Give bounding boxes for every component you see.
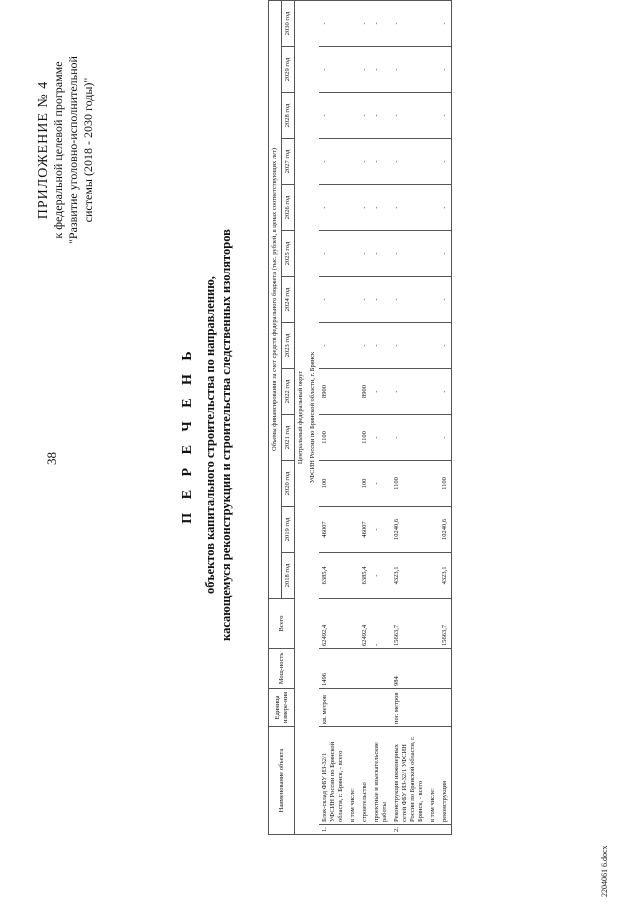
header-funding: Объемы финансирования за счет средств федерального бюджета (тыс. рублей, в ценах соответствующих лет): [269, 0, 282, 598]
object-name: в том числе:: [427, 726, 439, 824]
year-value-cell: -: [371, 460, 391, 506]
year-value-cell: -: [359, 138, 371, 184]
year-value-cell: -: [371, 276, 391, 322]
total-cell: 15663,7: [439, 598, 452, 648]
header-year: 2029 год: [282, 46, 295, 92]
year-value-cell: -: [439, 368, 452, 414]
year-value-cell: [427, 92, 439, 138]
year-value-cell: [427, 138, 439, 184]
year-value-cell: -: [391, 184, 427, 230]
year-value-cell: -: [359, 184, 371, 230]
year-value-cell: -: [359, 276, 371, 322]
appendix-line: системы (2018 - 2030 годы)": [81, 77, 95, 223]
year-value-cell: -: [439, 230, 452, 276]
year-value-cell: -: [371, 46, 391, 92]
year-value-cell: [427, 414, 439, 460]
year-value-cell: [427, 368, 439, 414]
row-number: [427, 825, 439, 835]
year-value-cell: [347, 414, 359, 460]
year-value-cell: [347, 276, 359, 322]
table-row: [359, 0, 371, 834]
appendix-block: [36, 15, 96, 285]
title-main: П Е Р Е Ч Е Н Ь: [180, 346, 195, 524]
header-capacity: Мощ-ность: [269, 648, 295, 688]
year-value-cell: 4323,1: [439, 552, 452, 598]
table-row: [347, 0, 359, 834]
year-value-cell: -: [371, 0, 391, 46]
total-cell: [427, 598, 439, 648]
year-value-cell: -: [319, 184, 347, 230]
unit-cell: кв. метров: [319, 688, 347, 726]
year-value-cell: 46007: [359, 506, 371, 552]
table-row: [427, 0, 439, 834]
year-value-cell: -: [371, 552, 391, 598]
year-value-cell: [427, 552, 439, 598]
header-year: 2025 год: [282, 230, 295, 276]
header-year: 2023 год: [282, 322, 295, 368]
header-year: 2020 год: [282, 460, 295, 506]
year-value-cell: [347, 46, 359, 92]
year-value-cell: -: [439, 46, 452, 92]
title-line: объектов капитального строительства по направлению,: [203, 276, 217, 594]
year-value-cell: [347, 322, 359, 368]
total-cell: -: [371, 598, 391, 648]
year-value-cell: -: [391, 414, 427, 460]
year-value-cell: 8900: [359, 368, 371, 414]
header-year: 2030 год: [282, 0, 295, 46]
year-value-cell: -: [391, 276, 427, 322]
year-value-cell: 1100: [391, 460, 427, 506]
year-value-cell: -: [359, 46, 371, 92]
year-value-cell: -: [391, 0, 427, 46]
capacity-cell: [439, 648, 452, 688]
year-value-cell: -: [371, 368, 391, 414]
year-value-cell: -: [319, 138, 347, 184]
year-value-cell: -: [439, 276, 452, 322]
year-value-cell: -: [319, 322, 347, 368]
subregion-label: УФСИН России по Брянской области, г. Брянск: [307, 0, 319, 834]
header-total: Всего: [269, 598, 295, 648]
year-value-cell: [427, 276, 439, 322]
header-year: 2024 год: [282, 276, 295, 322]
year-value-cell: -: [371, 322, 391, 368]
object-name: Блок-склад ФБУ ИЗ-32/1 УФСИН России по Брянской области, г. Брянск, - всего: [319, 726, 347, 824]
header-year: 2021 год: [282, 414, 295, 460]
capacity-cell: 984: [391, 648, 427, 688]
year-value-cell: -: [371, 414, 391, 460]
year-value-cell: 8900: [319, 368, 347, 414]
year-value-cell: [427, 230, 439, 276]
header-year: 2027 год: [282, 138, 295, 184]
year-value-cell: [347, 184, 359, 230]
year-value-cell: -: [439, 0, 452, 46]
year-value-cell: -: [391, 368, 427, 414]
year-value-cell: -: [371, 506, 391, 552]
appendix-line: "Развитие уголовно-исполнительной: [66, 56, 80, 244]
unit-cell: [347, 688, 359, 726]
row-number: [439, 825, 452, 835]
header-year: 2026 год: [282, 184, 295, 230]
unit-cell: [427, 688, 439, 726]
year-value-cell: [347, 0, 359, 46]
year-value-cell: [427, 322, 439, 368]
year-value-cell: -: [391, 46, 427, 92]
year-value-cell: [347, 92, 359, 138]
row-number: 1.: [319, 825, 347, 835]
object-name: строительство: [359, 726, 371, 824]
total-cell: 15663,7: [391, 598, 427, 648]
header-year: 2018 год: [282, 552, 295, 598]
year-value-cell: -: [319, 230, 347, 276]
file-name: 2204061 6.docx: [600, 845, 609, 897]
total-cell: 62492,4: [319, 598, 347, 648]
year-value-cell: -: [371, 92, 391, 138]
year-value-cell: -: [359, 322, 371, 368]
year-value-cell: -: [371, 230, 391, 276]
total-cell: 62492,4: [359, 598, 371, 648]
header-unit: Единица измере-ния: [269, 688, 295, 726]
year-value-cell: 6385,4: [359, 552, 371, 598]
year-value-cell: -: [319, 276, 347, 322]
capacity-cell: 1496: [319, 648, 347, 688]
year-value-cell: -: [439, 138, 452, 184]
table-row: [439, 0, 452, 834]
year-value-cell: -: [319, 0, 347, 46]
year-value-cell: -: [319, 92, 347, 138]
header-year: 2019 год: [282, 506, 295, 552]
objects-table: [268, 0, 452, 835]
year-value-cell: [347, 506, 359, 552]
year-value-cell: -: [439, 322, 452, 368]
header-name: Наименование объекта: [269, 726, 295, 834]
table-row: [391, 0, 427, 834]
document-title: [180, 155, 234, 715]
year-value-cell: [347, 460, 359, 506]
header-year: 2028 год: [282, 92, 295, 138]
object-name: проектные и изыскательские работы: [371, 726, 391, 824]
year-value-cell: -: [319, 46, 347, 92]
year-value-cell: [347, 138, 359, 184]
year-value-cell: -: [359, 230, 371, 276]
year-value-cell: [347, 552, 359, 598]
year-value-cell: 1100: [439, 460, 452, 506]
object-name: в том числе:: [347, 726, 359, 824]
total-cell: [347, 598, 359, 648]
year-value-cell: -: [371, 184, 391, 230]
capacity-cell: [359, 648, 371, 688]
row-number: [347, 825, 359, 835]
year-value-cell: -: [391, 230, 427, 276]
year-value-cell: [347, 230, 359, 276]
unit-cell: [439, 688, 452, 726]
appendix-line: к федеральной целевой программе: [51, 61, 65, 239]
year-value-cell: [427, 46, 439, 92]
row-number: 2.: [391, 825, 427, 835]
capacity-cell: [427, 648, 439, 688]
region-label: Центральный федеральный округ: [295, 0, 308, 834]
year-value-cell: [427, 0, 439, 46]
capacity-cell: [371, 648, 391, 688]
year-value-cell: -: [391, 92, 427, 138]
year-value-cell: 6385,4: [319, 552, 347, 598]
year-value-cell: 100: [319, 460, 347, 506]
year-value-cell: [347, 368, 359, 414]
table-row: [319, 0, 347, 834]
year-value-cell: 4323,1: [391, 552, 427, 598]
year-value-cell: -: [439, 414, 452, 460]
appendix-heading: ПРИЛОЖЕНИЕ № 4: [36, 80, 51, 220]
unit-cell: [359, 688, 371, 726]
year-value-cell: 100: [359, 460, 371, 506]
year-value-cell: -: [439, 92, 452, 138]
year-value-cell: -: [391, 322, 427, 368]
unit-cell: пог. метров: [391, 688, 427, 726]
unit-cell: [371, 688, 391, 726]
year-value-cell: 1100: [319, 414, 347, 460]
year-value-cell: -: [391, 138, 427, 184]
year-value-cell: [427, 506, 439, 552]
row-number: [371, 825, 391, 835]
year-value-cell: [427, 460, 439, 506]
year-value-cell: -: [371, 138, 391, 184]
year-value-cell: -: [439, 184, 452, 230]
capacity-cell: [347, 648, 359, 688]
header-year: 2022 год: [282, 368, 295, 414]
year-value-cell: -: [359, 92, 371, 138]
year-value-cell: [427, 184, 439, 230]
year-value-cell: -: [359, 0, 371, 46]
year-value-cell: 46007: [319, 506, 347, 552]
page-number: 38: [44, 452, 59, 465]
object-name: Реконструкция инженерных сетей ФБУ ИЗ-32/1 УФСИН России по Брянской области, г. Брянск, - всего: [391, 726, 427, 824]
table-row: [371, 0, 391, 834]
year-value-cell: 10240,6: [439, 506, 452, 552]
object-name: реконструкция: [439, 726, 452, 824]
title-line: касающемуся реконструкции и строительства следственных изоляторов: [219, 229, 233, 641]
year-value-cell: 1100: [359, 414, 371, 460]
year-value-cell: 10240,6: [391, 506, 427, 552]
row-number: [359, 825, 371, 835]
